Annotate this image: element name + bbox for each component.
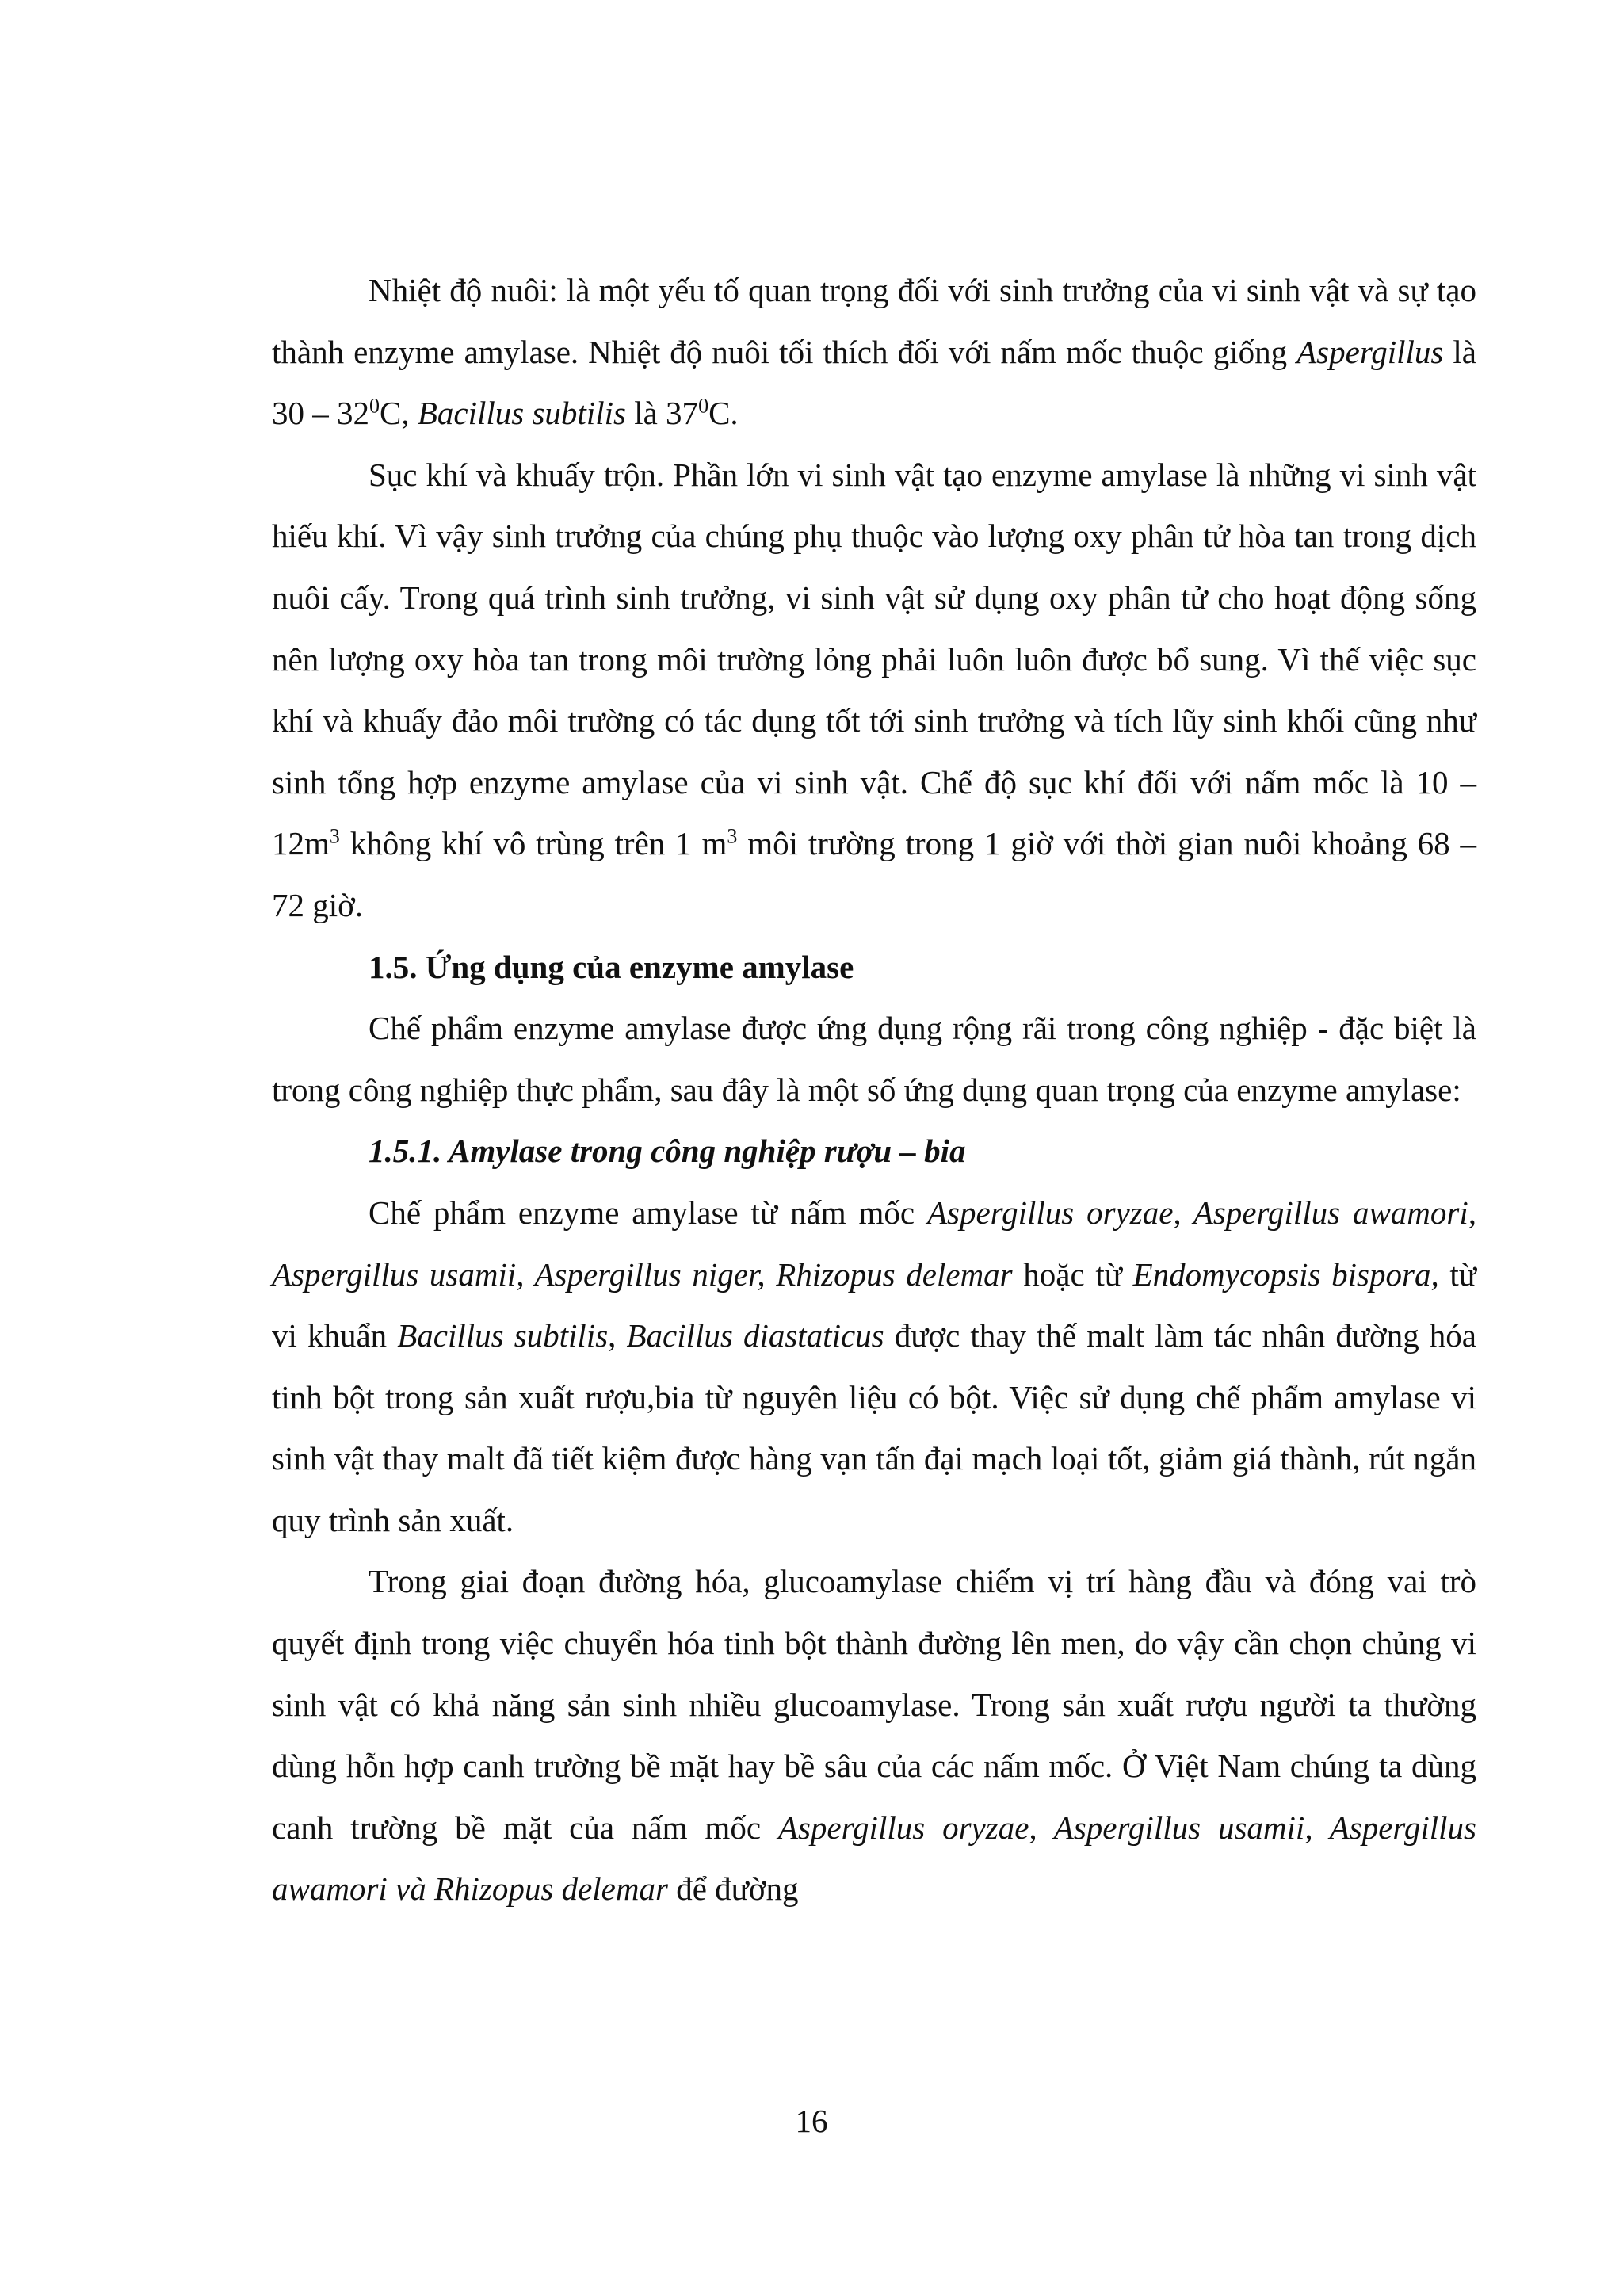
species-name: Bacillus diastaticus bbox=[626, 1317, 884, 1354]
species-name: Aspergillus oryzae, Aspergillus awamori, Aspergillus usamii, Aspergillus niger, Rhizopus delemar bbox=[272, 1194, 1477, 1293]
species-name: Aspergillus oryzae, Aspergillus usamii, Aspergillus awamori và Rhizopus delemar bbox=[272, 1809, 1476, 1908]
paragraph-aeration: Sục khí và khuấy trộn. Phần lớn vi sinh vật tạo enzyme amylase là những vi sinh vật hiếu khí. Vì vậy sinh trưởng của chúng phụ thuộc vào lượng oxy phân tử hòa tan trong dịch nuôi cấy. Trong quá trình sinh trưởng, vi sinh vật sử dụng oxy phân tử cho hoạt động sống nên lượng oxy hòa tan trong môi trường lỏng phải luôn luôn được bổ sung. Vì thế việc sục khí và khuấy đảo môi trường có tác dụng tốt tới sinh trưởng và tích lũy sinh khối cũng như sinh tổng hợp enzyme amylase của vi sinh vật. Chế độ sục khí đối với nấm mốc là $10 - 12m^3$ không khí vô trùng trên 1 $m^3$ môi trường trong 1 giờ với thời gian nuôi khoảng 68 – 72 giờ. bbox=[272, 456, 1476, 923]
paragraph-applications-intro: Chế phẩm enzyme amylase được ứng dụng rộng rãi trong công nghiệp - đặc biệt là trong công nghiệp thực phẩm, sau đây là một số ứng dụng quan trọng của enzyme amylase: bbox=[272, 1010, 1476, 1108]
species-name: Aspergillus bbox=[1296, 333, 1444, 370]
species-name: Bacillus subtilis bbox=[417, 395, 626, 432]
paragraph-culture-temperature: Nhiệt độ nuôi: là một yếu tố quan trọng đối với sinh trưởng của vi sinh vật và sự tạo thành enzyme amylase. Nhiệt độ nuôi tối thích đối với nấm mốc thuộc giống Aspergillus là $30 - 32^0C$, Bacillus subtilis là $37^0C$. bbox=[272, 272, 1476, 432]
species-name: Bacillus subtilis bbox=[397, 1317, 609, 1354]
paragraph-saccharification: Trong giai đoạn đường hóa, glucoamylase chiếm vị trí hàng đầu và đóng vai trò quyết định trong việc chuyển hóa tinh bột thành đường lên men, do vậy cần chọn chủng vi sinh vật có khả năng sản sinh nhiều glucoamylase. Trong sản xuất rượu người ta thường dùng hỗn hợp canh trường bề mặt hay bề sâu của các nấm mốc. Ở Việt Nam chúng ta dùng canh trường bề mặt của nấm mốc Aspergillus oryzae, Aspergillus usamii, Aspergillus awamori và Rhizopus delemar để đường bbox=[272, 1563, 1476, 1908]
page-number: 16 bbox=[795, 2103, 828, 2139]
subsection-heading-1-5-1: 1.5.1. Amylase trong công nghiệp rượu – bia bbox=[369, 1133, 966, 1170]
page-body bbox=[272, 260, 1476, 1920]
species-name: Endomycopsis bispora, bbox=[1132, 1255, 1439, 1293]
paragraph-amylase-sources: Chế phẩm enzyme amylase từ nấm mốc Aspergillus oryzae, Aspergillus awamori, Aspergillus usamii, Aspergillus niger, Rhizopus delemar hoặc từ Endomycopsis bispora, từ vi khuẩn Bacillus subtilis, Bacillus diastaticus được thay thế malt làm tác nhân đường hóa tinh bột trong sản xuất rượu,bia từ nguyên liệu có bột. Việc sử dụng chế phẩm amylase vi sinh vật thay malt đã tiết kiệm được hàng vạn tấn đại mạch loại tốt, giảm giá thành, rút ngắn quy trình sản xuất. bbox=[272, 1194, 1477, 1538]
section-heading-1-5: 1.5. Ứng dụng của enzyme amylase bbox=[369, 948, 854, 985]
